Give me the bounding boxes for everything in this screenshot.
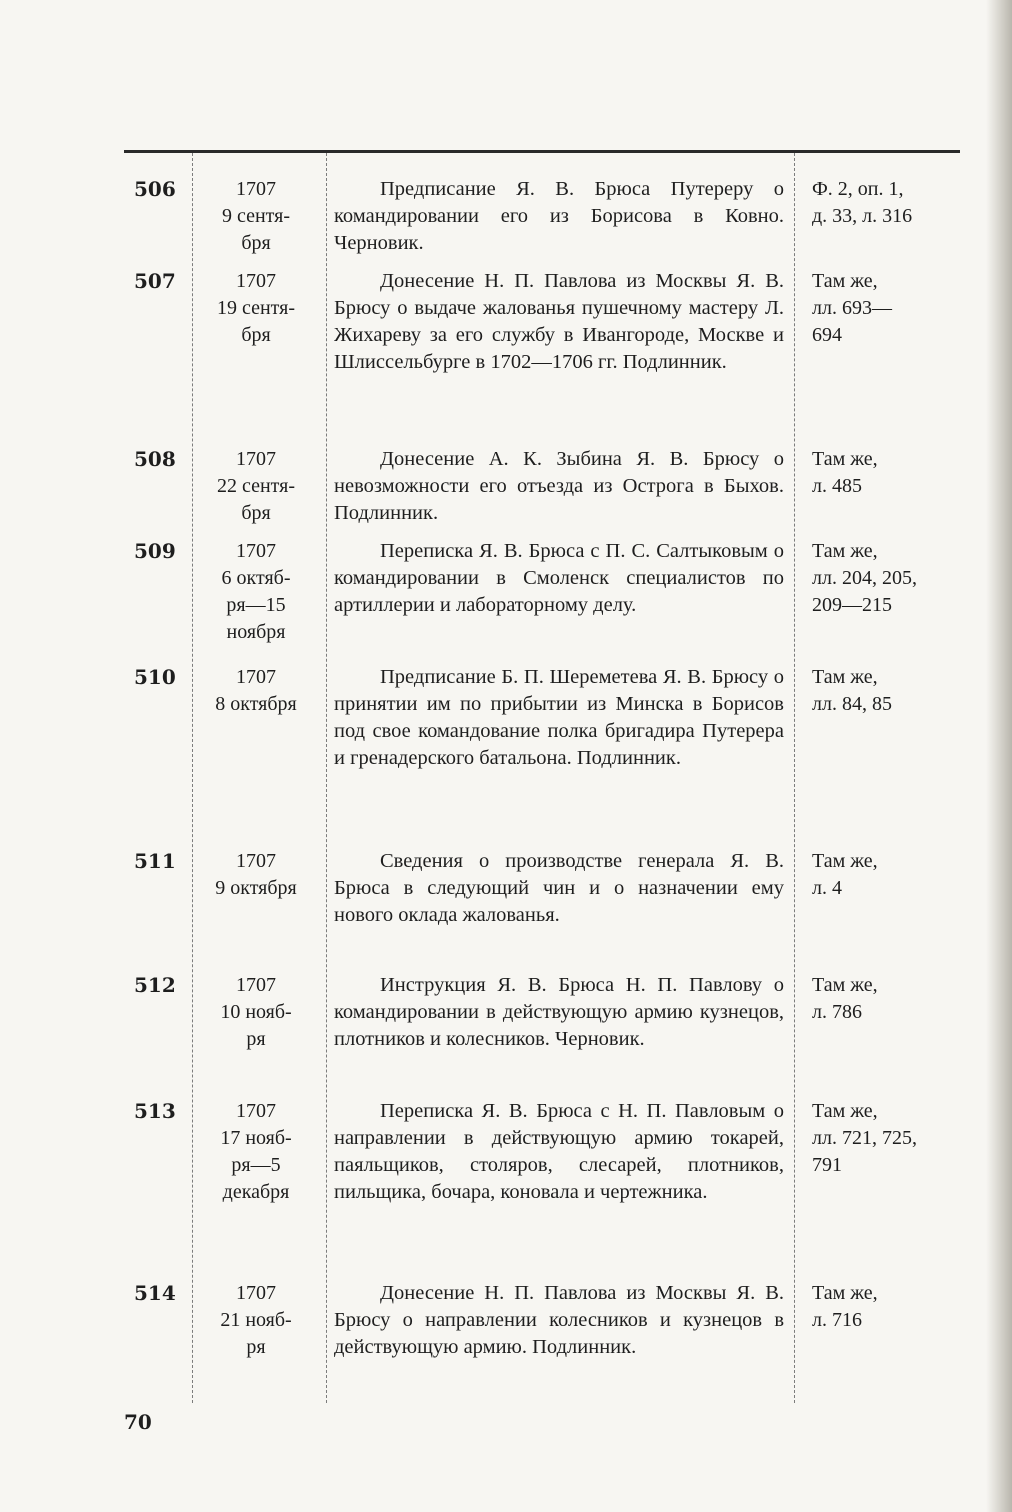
entry-reference: Там же, л. 716 [812, 1282, 878, 1331]
entry-description: Переписка Я. В. Брюса с П. С. Салтыковым о командировании в Смоленск специалистов по артиллерии и лабораторному делу. [334, 540, 784, 616]
entry-date: 1707 10 нояб- ря [220, 974, 292, 1050]
entry-date: 1707 17 нояб- ря—5 декабря [220, 1100, 292, 1203]
entry-number: 510 [134, 665, 176, 689]
entry-date: 1707 6 октяб- ря—15 ноября [221, 540, 291, 643]
entry-description: Донесение Н. П. Павлова из Москвы Я. В. Брюсу о выдаче жалованья пушечному мастеру Л. Жихареву за его службу в Ивангороде, Москве и Шлиссельбурге в 1702—1706 гг. Подлинник. [334, 270, 784, 373]
entry-date: 1707 22 сентя- бря [216, 448, 296, 524]
entry-description: Переписка Я. В. Брюса с Н. П. Павловым о направлении в действующую армию токарей, паяльщиков, столяров, слесарей, плотников, пильщика, бочара, коновала и чертежника. [334, 1100, 784, 1203]
entry-date: 1707 9 октября [215, 850, 297, 899]
entry-number: 514 [134, 1281, 176, 1305]
entry-reference: Там же, л. 786 [812, 974, 878, 1023]
entry-number: 512 [134, 973, 176, 997]
entry-description: Предписание Я. В. Брюса Путереру о командировании его из Борисова в Ковно. Черновик. [334, 178, 784, 254]
entry-description: Донесение Н. П. Павлова из Москвы Я. В. Брюсу о направлении колесников и кузнецов в действующую армию. Подлинник. [334, 1282, 784, 1358]
column-divider [192, 153, 193, 1403]
entry-number: 507 [134, 269, 176, 293]
entry-reference: Там же, л. 4 [812, 850, 878, 899]
table-top-rule [124, 150, 960, 153]
entry-number: 513 [134, 1099, 176, 1123]
entry-date: 1707 9 сентя- бря [221, 178, 291, 254]
entry-date: 1707 8 октября [215, 666, 297, 715]
entry-description: Предписание Б. П. Шереметева Я. В. Брюсу о принятии им по прибытии из Минска в Борисов под свое командование полка бригадира Путерера и гренадерского батальона. Подлинник. [334, 666, 784, 769]
entry-description: Сведения о производстве генерала Я. В. Брюса в следующий чин и о назначении ему нового оклада жалованья. [334, 850, 784, 926]
entry-number: 511 [134, 849, 176, 873]
entry-reference: Там же, лл. 204, 205, 209—215 [812, 540, 917, 616]
entry-number: 506 [134, 177, 176, 201]
entry-number: 509 [134, 539, 176, 563]
entry-reference: Там же, лл. 693— 694 [812, 270, 892, 346]
entry-date: 1707 21 нояб- ря [220, 1282, 292, 1358]
page-edge-shadow [986, 0, 1012, 1512]
entry-date: 1707 19 сентя- бря [216, 270, 296, 346]
entry-reference: Там же, лл. 721, 725, 791 [812, 1100, 917, 1176]
column-divider [326, 153, 327, 1403]
entry-description: Инструкция Я. В. Брюса Н. П. Павлову о командировании в действующую армию кузнецов, плотников и колесников. Черновик. [334, 974, 784, 1050]
column-divider [794, 153, 795, 1403]
page-number: 70 [124, 1410, 152, 1434]
entry-reference: Ф. 2, оп. 1, д. 33, л. 316 [812, 178, 913, 227]
entry-reference: Там же, л. 485 [812, 448, 878, 497]
entry-number: 508 [134, 447, 176, 471]
entry-description: Донесение А. К. Зыбина Я. В. Брюсу о невозможности его отъезда из Острога в Быхов. Подлинник. [334, 448, 784, 524]
entry-reference: Там же, лл. 84, 85 [812, 666, 892, 715]
